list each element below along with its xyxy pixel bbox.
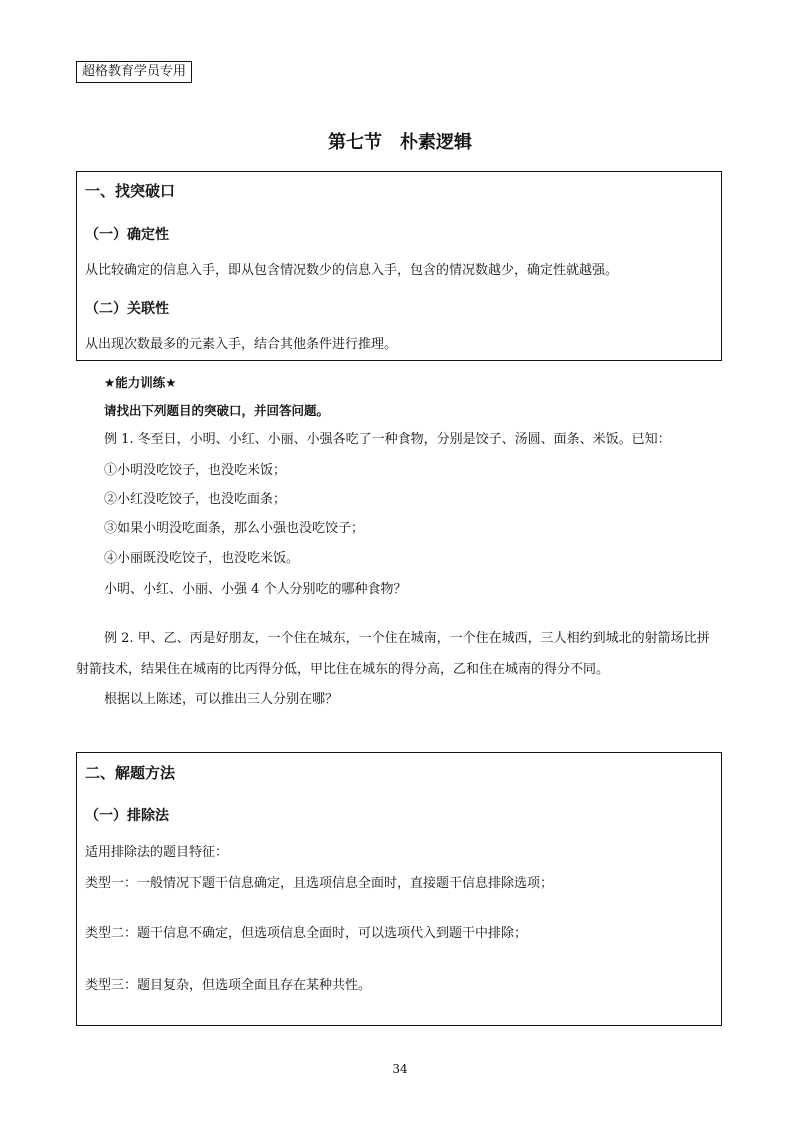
- example1-condition-1: ①小明没吃饺子，也没吃米饭；: [104, 463, 287, 478]
- example2-line-1: 例 2. 甲、乙、丙是好朋友，一个住在城东，一个住在城南，一个住在城西，三人相约到城北的射箭场比拼: [104, 631, 710, 646]
- example1-question: 小明、小红、小丽、小强 4 个人分别吃的哪种食物？: [104, 582, 407, 597]
- example1-intro: 例 1. 冬至日，小明、小红、小丽、小强各吃了一种食物，分别是饺子、汤圆、面条、米饭。已知：: [104, 432, 671, 447]
- section2-heading: 二、解题方法: [85, 764, 176, 782]
- method-type-2: 类型二：题干信息不确定，但选项信息全面时，可以选项代入到题干中排除；: [85, 926, 528, 941]
- method-type-1: 类型一：一般情况下题干信息确定，且选项信息全面时，直接题干信息排除选项；: [85, 876, 554, 891]
- section1-sub1-text: 从比较确定的信息入手，即从包含情况数少的信息入手，包含的情况数越少，确定性就越强。: [85, 263, 619, 278]
- example2-question: 根据以上陈述，可以推出三人分别在哪？: [104, 692, 339, 707]
- breakthrough-box: [76, 171, 722, 361]
- section1-sub1-heading: （一）确定性: [85, 227, 169, 243]
- example2-line-2: 射箭技术，结果住在城南的比丙得分低，甲比住在城东的得分高，乙和住在城南的得分不同。: [76, 662, 610, 677]
- methods-box: [76, 752, 722, 1026]
- example1-condition-4: ④小丽既没吃饺子，也没吃米饭。: [104, 551, 300, 566]
- section2-sub1-intro: 适用排除法的题目特征：: [85, 845, 229, 860]
- section2-sub1-heading: （一）排除法: [85, 808, 169, 824]
- example1-condition-3: ③如果小明没吃面条，那么小强也没吃饺子；: [104, 521, 365, 536]
- example1-condition-2: ②小红没吃饺子，也没吃面条；: [104, 492, 287, 507]
- training-label: ★能力训练★: [104, 375, 177, 390]
- section1-heading: 一、找突破口: [85, 182, 176, 200]
- section-title: 第七节 朴素逻辑: [328, 132, 472, 153]
- section1-sub2-text: 从出现次数最多的元素入手，结合其他条件进行推理。: [85, 337, 398, 352]
- method-type-3: 类型三：题目复杂，但选项全面且存在某种共性。: [85, 978, 372, 993]
- page-number: 34: [392, 1062, 408, 1076]
- training-instruction: 请找出下列题目的突破口，并回答问题。: [104, 403, 330, 418]
- section1-sub2-heading: （二）关联性: [85, 301, 169, 317]
- document-tag: 超格教育学员专用: [76, 61, 192, 83]
